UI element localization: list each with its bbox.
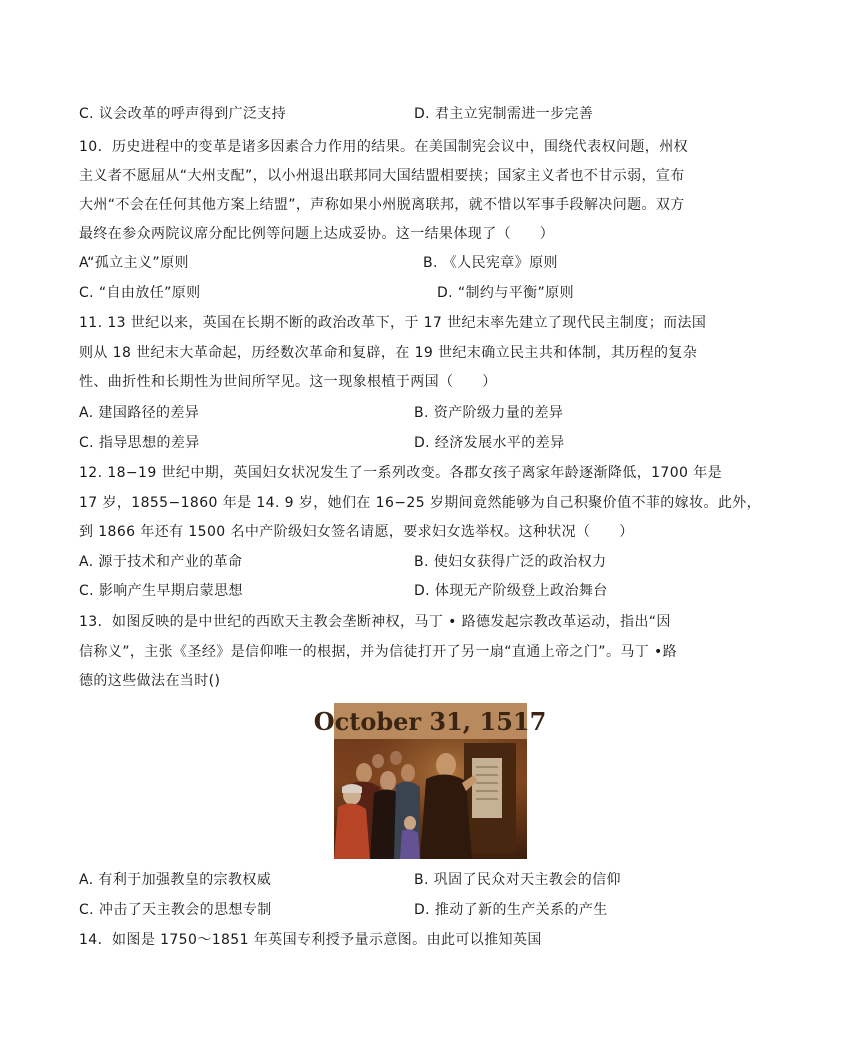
q10-stem-line-4: 最终在参众两院议席分配比例等问题上达成妥协。这一结果体现了（ ）	[79, 226, 555, 242]
q10-stem-line-2: 主义者不愿屈从“大州支配”，以小州退出联邦同大国结盟相要挟；国家主义者也不甘示弱，宣布	[79, 168, 685, 184]
q13-stem-line-2: 信称义”，主张《圣经》是信仰唯一的根据，并为信徒打开了另一扇“直通上帝之门”。马丁 •路	[79, 644, 678, 660]
q10-stem-line-1: 10．历史进程中的变革是诸多因素合力作用的结果。在美国制宪会议中，围绕代表权问题，州权	[79, 139, 689, 155]
q13-option-c: C. 冲击了天主教会的思想专制	[79, 902, 272, 918]
q13-option-d: D. 推动了新的生产关系的产生	[414, 902, 608, 918]
q10-options-ab	[79, 250, 779, 276]
q10-option-c: C. “自由放任”原则	[79, 285, 201, 301]
q13-options-ab	[79, 867, 779, 893]
q11-stem-line-3: 性、曲折性和长期性为世间所罕见。这一现象根植于两国（ ）	[79, 374, 497, 390]
q9-option-d: D. 君主立宪制需进一步完善	[414, 106, 594, 122]
q10-stem-line-3: 大州“不会在任何其他方案上结盟”，声称如果小州脱离联邦，就不惜以军事手段解决问题。双方	[79, 197, 685, 213]
q10-options-cd	[79, 280, 779, 306]
q12-stem-line-2: 17 岁，1855−1860 年是 14. 9 岁，她们在 16−25 岁期间竟然能够为自己积聚价值不菲的嫁妆。此外，	[79, 495, 762, 511]
q12-option-d: D. 体现无产阶级登上政治舞台	[414, 583, 608, 599]
martin-luther-painting	[313, 703, 547, 859]
q11-options-ab	[79, 400, 779, 426]
q9-options-cd	[79, 101, 779, 127]
q13-stem-line-1: 13．如图反映的是中世纪的西欧天主教会垄断神权，马丁 • 路德发起宗教改革运动，指出“因	[79, 614, 671, 630]
q12-option-b: B. 使妇女获得广泛的政治权力	[414, 554, 607, 570]
q11-stem-line-1: 11. 13 世纪以来，英国在长期不断的政治改革下，于 17 世纪末率先建立了现代民主制度；而法国	[79, 315, 707, 331]
q12-options-cd	[79, 578, 779, 604]
q11-option-d: D. 经济发展水平的差异	[414, 435, 565, 451]
q11-option-b: B. 资产阶级力量的差异	[414, 405, 564, 421]
q13-option-a: A. 有利于加强教皇的宗教权威	[79, 872, 272, 888]
q12-options-ab	[79, 549, 779, 575]
q11-stem-line-2: 则从 18 世纪末大革命起，历经数次革命和复辟，在 19 世纪末确立民主共和体制，其历程的复杂	[79, 345, 698, 361]
q11-option-c: C. 指导思想的差异	[79, 435, 200, 451]
q10-option-a: A“孤立主义”原则	[79, 255, 189, 271]
q11-options-cd	[79, 430, 779, 456]
q12-option-a: A. 源于技术和产业的革命	[79, 554, 243, 570]
q10-option-b: B. 《人民宪章》原则	[423, 255, 558, 271]
painting-title: October 31, 1517	[313, 707, 547, 736]
q9-option-c: C. 议会改革的呼声得到广泛支持	[79, 106, 287, 122]
q12-stem-line-3: 到 1866 年还有 1500 名中产阶级妇女签名请愿，要求妇女选举权。这种状况（ ）	[79, 524, 634, 540]
q13-stem-line-3: 德的这些做法在当时()	[79, 673, 221, 689]
q10-option-d: D. “制约与平衡”原则	[437, 285, 574, 301]
q12-option-c: C. 影响产生早期启蒙思想	[79, 583, 243, 599]
q14-stem-line-1: 14．如图是 1750～1851 年英国专利授予量示意图。由此可以推知英国	[79, 932, 542, 948]
q11-option-a: A. 建国路径的差异	[79, 405, 200, 421]
q13-options-cd	[79, 897, 779, 923]
q12-stem-line-1: 12. 18−19 世纪中期，英国妇女状况发生了一系列改变。各郡女孩子离家年龄逐渐降低，1700 年是	[79, 465, 723, 481]
q13-option-b: B. 巩固了民众对天主教会的信仰	[414, 872, 621, 888]
